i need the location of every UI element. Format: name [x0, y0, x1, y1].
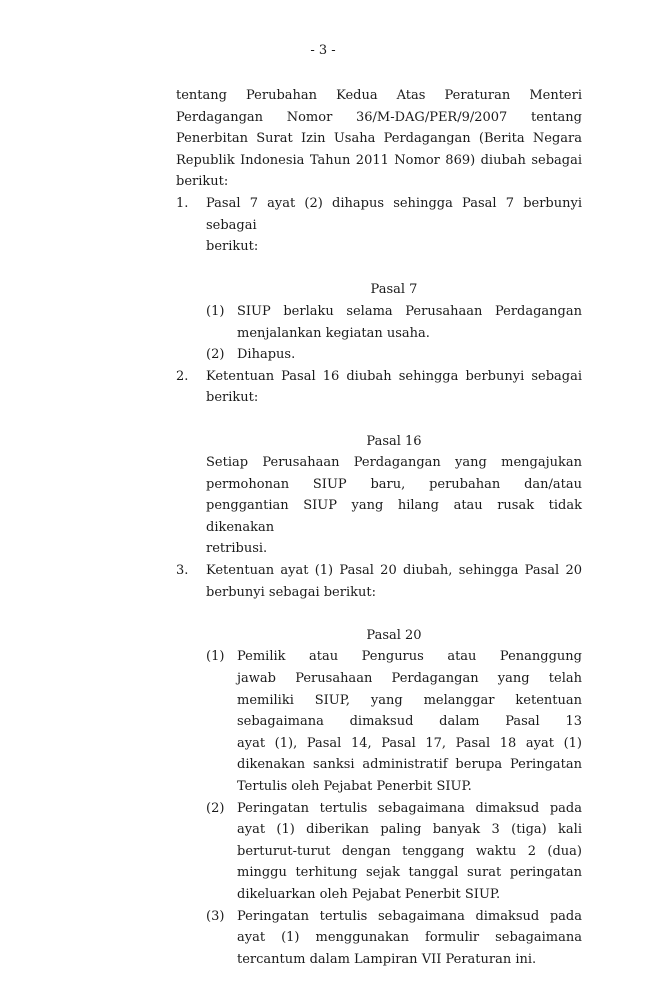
ayat-line: SIUP berlaku selama Perusahaan Perdagangan [237, 303, 582, 319]
pasal-16-line: retribusi. [206, 541, 268, 557]
item-line: berikut: [206, 239, 259, 255]
pasal-16-line: permohonan SIUP baru, perubahan dan/atau [206, 476, 582, 492]
ayat-line: dikenakan sanksi administratif berupa Peringatan [237, 757, 582, 773]
ayat-line: sebagaimana dimaksud dalam Pasal 13 [237, 714, 582, 730]
ayat-line: Pemilik atau Pengurus atau Penanggung [237, 649, 582, 665]
ayat-line: ayat (1), Pasal 14, Pasal 17, Pasal 18 ayat (1) [237, 735, 582, 751]
pasal-20-ayat-3 [176, 906, 582, 971]
ayat-number: (2) [206, 347, 225, 363]
item-number: 2. [176, 368, 189, 384]
item-line: berikut: [206, 390, 259, 406]
ayat-line: menjalankan kegiatan usaha. [237, 325, 430, 341]
item-line: Ketentuan Pasal 16 diubah sehingga berbunyi sebagai [206, 368, 582, 384]
ayat-number: (1) [206, 649, 225, 665]
amendment-item-1 [176, 193, 582, 258]
amendment-item-3 [176, 560, 582, 603]
ayat-line: tercantum dalam Lampiran VII Peraturan ini. [237, 951, 537, 967]
pasal-20-ayat-1 [176, 646, 582, 797]
item-line: berbunyi sebagai berikut: [206, 584, 376, 600]
pasal-7-heading: Pasal 7 [370, 282, 418, 298]
item-number: 1. [176, 195, 189, 211]
ayat-line: Peringatan tertulis sebagaimana dimaksud pada [237, 908, 582, 924]
pasal-20-heading: Pasal 20 [366, 627, 422, 643]
pasal-16-body [176, 452, 582, 560]
pasal-16-line: Setiap Perusahaan Perdagangan yang mengajukan [206, 455, 582, 471]
pasal-16-line: penggantian SIUP yang hilang atau rusak tidak dikenakan [206, 498, 582, 535]
ayat-line: ayat (1) diberikan paling banyak 3 (tiga) kali [237, 822, 582, 838]
item-line: Pasal 7 ayat (2) dihapus sehingga Pasal 7 berbunyi sebagai [206, 195, 582, 233]
pasal-7-ayat-1 [176, 301, 582, 344]
ayat-line: Peringatan tertulis sebagaimana dimaksud pada [237, 800, 582, 816]
intro-line: Penerbitan Surat Izin Usaha Perdagangan (Berita Negara [176, 131, 582, 147]
ayat-number: (3) [206, 908, 225, 924]
intro-line: tentang Perubahan Kedua Atas Peraturan Menteri [176, 88, 582, 103]
intro-line: Perdagangan Nomor 36/M-DAG/PER/9/2007 tentang [176, 109, 582, 125]
ayat-line: dikeluarkan oleh Pejabat Penerbit SIUP. [237, 886, 501, 902]
ayat-line: ayat (1) menggunakan formulir sebagaimana [237, 930, 582, 946]
pasal-7-ayat-2 [176, 344, 582, 366]
pasal-16-heading: Pasal 16 [366, 433, 422, 449]
item-line: Ketentuan ayat (1) Pasal 20 diubah, sehingga Pasal 20 [206, 563, 582, 579]
ayat-line: Tertulis oleh Pejabat Penerbit SIUP. [237, 779, 472, 794]
intro-paragraph [176, 85, 582, 193]
item-number: 3. [176, 563, 189, 579]
ayat-line: memiliki SIUP, yang melanggar ketentuan [237, 692, 582, 708]
ayat-number: (2) [206, 800, 225, 816]
ayat-number: (1) [206, 303, 225, 319]
ayat-line: minggu terhitung sejak tanggal surat peringatan [237, 865, 582, 881]
ayat-line: jawab Perusahaan Perdagangan yang telah [237, 671, 582, 687]
ayat-line: Dihapus. [237, 347, 296, 363]
page-number: - 3 - [310, 43, 336, 58]
intro-line: Republik Indonesia Tahun 2011 Nomor 869) diubah sebagai [176, 152, 582, 168]
amendment-item-2 [176, 366, 582, 409]
ayat-line: berturut-turut dengan tenggang waktu 2 (dua) [237, 843, 582, 859]
pasal-20-ayat-2 [176, 798, 582, 906]
document-body [176, 85, 582, 970]
intro-line: berikut: [176, 174, 229, 190]
